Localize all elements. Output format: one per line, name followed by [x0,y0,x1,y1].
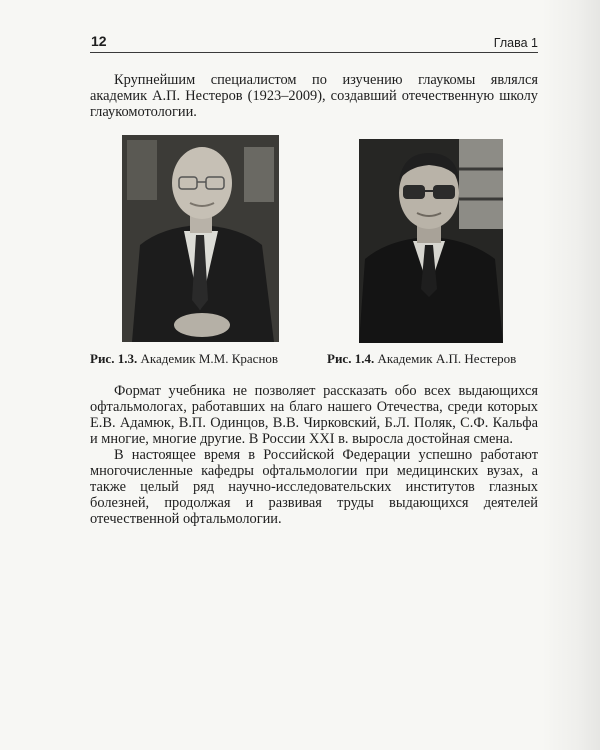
paragraph-text: Крупнейшим специалистом по изучению глаукомы являлся академик А.П. Нестеров (1923–2009), создавший отечественную школу глаукомотологии. [90,72,538,120]
intro-paragraph [90,72,538,120]
paragraph-text: В настоящее время в Российской Федерации успешно работают многочисленные кафедры офтальмологии при медицинских вузах, а также целый ряд научно-исследовательских институтов глазных болезней, продолжая и развивая труды выдающихся деятелей отечественной офтальмологии. [90,447,538,527]
portrait-illustration [122,135,279,342]
caption-text: Академик М.М. Краснов [137,351,279,366]
figure-label: Рис. 1.4. [327,351,375,366]
page-edge-shadow [542,0,600,750]
paragraph-text: Формат учебника не позволяет рассказать обо всех выдающихся офтальмологах, работавших на благо нашего Отечества, среди которых Е.В. Адамюк, В.П. Одинцов, В.В. Чирковский, Б.Л. Поляк, С.Ф. Кальфа и многие, многие другие. В России XXI в. выросла достойная смена. [90,383,538,447]
photo-nesterov [359,139,503,343]
figure-caption-1-4 [327,351,516,367]
header-rule [90,52,538,53]
portrait-illustration [359,139,503,343]
figure-label: Рис. 1.3. [90,351,138,366]
caption-text: Академик А.П. Нестеров [374,351,517,366]
figure-caption-1-3 [90,351,278,367]
photo-krasnov [122,135,279,342]
chapter-running-head: Глава 1 [493,36,538,50]
main-text [90,383,538,527]
page-number: 12 [91,33,107,49]
